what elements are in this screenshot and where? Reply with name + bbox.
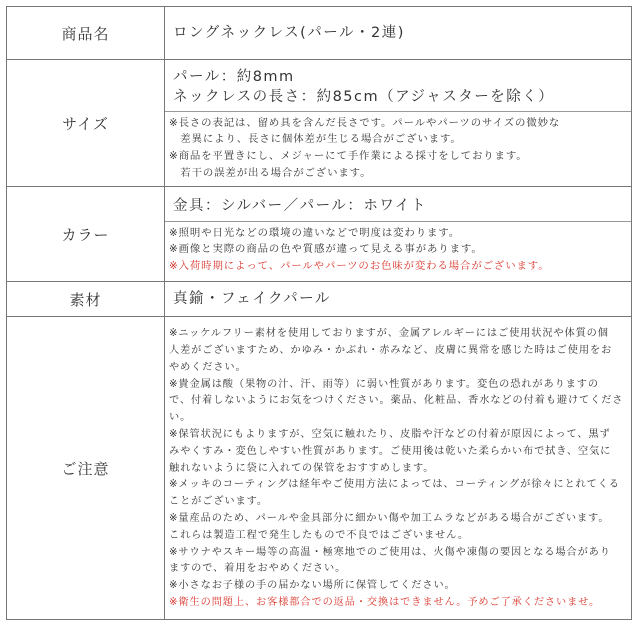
caution-line: ※量産品のため、パールや金具部分に細かい傷や加工ムラなどがある場合がございます。 <box>169 512 610 524</box>
cell-color <box>165 187 632 282</box>
caution-line: やめください。 <box>169 361 247 373</box>
size-note-2: 差異により、長さに個体差が生じる場合がございます。 <box>169 133 462 146</box>
caution-line: ※メッキのコーティングは経年やご使用方法によっては、コーティングが徐々にとれてくる <box>169 479 620 491</box>
size-pearl: パール：約8mm <box>173 68 295 85</box>
label-product-name: 商品名 <box>7 7 165 60</box>
caution-line: 人差がございますため、かゆみ・かぶれ・赤みなど、皮膚に異常を感じた時はご使用をお <box>169 345 613 357</box>
size-notes <box>165 111 631 184</box>
row-product-name <box>7 7 632 60</box>
size-note-1: ※長さの表記は、留め具を含んだ長さです。パールやパーツのサイズの微妙な <box>169 116 561 129</box>
label-color: カラー <box>7 187 165 282</box>
product-name-value: ロングネックレス(パール・2連) <box>173 25 405 41</box>
caution-line: で、付着しないようにお気をつけください。薬品、化粧品、香水などの付着も避けてくださ <box>169 395 624 407</box>
material-value: 真鍮・フェイクパール <box>173 291 331 307</box>
color-value: 金具：シルバー／パール：ホワイト <box>173 197 427 214</box>
color-notes <box>165 221 631 278</box>
product-spec-table <box>6 6 632 620</box>
caution-line: い。 <box>169 412 192 424</box>
label-material: 素材 <box>7 282 165 317</box>
caution-line: 触れないように袋に入れての保管をおすすめします。 <box>169 462 435 474</box>
row-caution <box>7 317 632 620</box>
caution-line: ※小さなお子様の手の届かない場所に保管してください。 <box>169 580 456 592</box>
caution-line: ※貴金属は酸（果物の汁、汗、雨等）に弱い性質があります。変色の恐れがありますの <box>169 378 599 390</box>
color-red-note: ※入荷時期によって、パールやパーツのお色味が変わる場合がございます。 <box>169 259 550 272</box>
color-note-2: ※画像と実際の商品の色や質感が違って見える事があります。 <box>169 243 483 256</box>
cell-product-name <box>165 7 632 60</box>
row-material <box>7 282 632 317</box>
size-length: ネックレスの長さ：約85cm（アジャスターを除く） <box>173 88 555 105</box>
label-size: サイズ <box>7 60 165 187</box>
caution-line: ことがございます。 <box>169 496 268 508</box>
caution-red-note: ※衛生の問題上、お客様都合での返品・交換はできません。予めご了承くださいませ。 <box>169 596 601 608</box>
caution-line: ※ニッケルフリー素材を使用しておりますが、金属アレルギーにはご使用状況や体質の個 <box>169 328 609 340</box>
cell-size <box>165 60 632 187</box>
label-caution: ご注意 <box>7 317 165 620</box>
size-note-3: ※商品を平置きにし、メジャーにて手作業による採寸をしております。 <box>169 150 528 162</box>
caution-line: ますので、着用をおやめください。 <box>169 563 347 575</box>
caution-notes <box>165 322 631 614</box>
caution-line: ※サウナやスキー場等の高温・極寒地でのご使用は、火傷や凍傷の要因となる場合があり <box>169 546 611 558</box>
caution-line: みやくすみ・変色しやすい性質があります。ご使用後は乾いた柔らかい布で拭き、空気に <box>169 445 612 457</box>
row-color <box>7 187 632 282</box>
size-main <box>165 62 631 111</box>
size-note-4: 若干の誤差が出る場合がございます。 <box>169 166 372 179</box>
cell-material <box>165 282 632 317</box>
color-note-1: ※照明や日光などの環境の違いなどで明度は変わります。 <box>169 226 461 239</box>
caution-line: これらは製造工程で発生したもので不良ではございません。 <box>169 529 469 541</box>
caution-line: ※保管状況にもよりますが、空気に触れたり、皮脂や汗などの付着が原因によって、黒ず <box>169 429 611 440</box>
row-size <box>7 60 632 187</box>
cell-caution <box>165 317 632 620</box>
